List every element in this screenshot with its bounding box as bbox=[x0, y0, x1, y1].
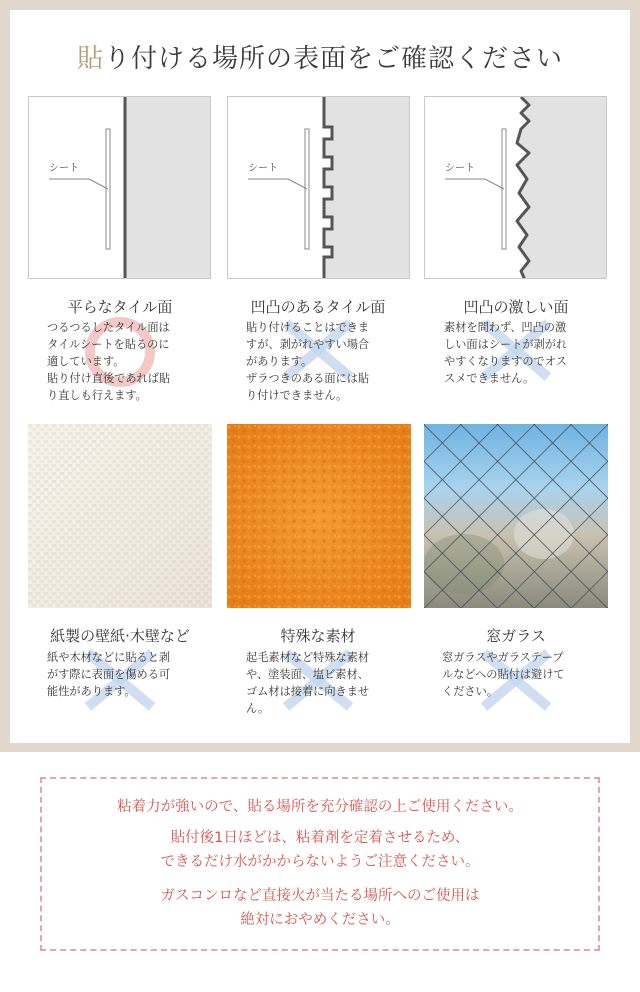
sheet-label: シート bbox=[445, 163, 475, 174]
surface-name: 平らなタイル面 bbox=[67, 298, 173, 316]
sheet-label: シート bbox=[49, 163, 79, 174]
photo-special-material bbox=[227, 424, 411, 608]
diagram-bumpy-tile bbox=[227, 96, 410, 279]
surface-name: 窓ガラス bbox=[486, 627, 546, 645]
surface-name: 凹凸のあるタイル面 bbox=[250, 298, 386, 316]
sheet-label: シート bbox=[248, 163, 278, 174]
title-accent: 貼 bbox=[76, 44, 104, 74]
page-title bbox=[0, 38, 640, 75]
caution-line: 貼付後1日ほどは、粘着剤を定着させるため、 できるだけ水がかからないようご注意ください。 bbox=[160, 830, 480, 870]
surface-name: 特殊な素材 bbox=[280, 627, 356, 645]
surface-description: 紙や木材などに貼ると剥 がす際に表面を傷める可 能性があります。 bbox=[47, 651, 171, 698]
photo-paper-wallpaper bbox=[28, 424, 212, 608]
surface-description: 起毛素材など特殊な素材 や、塗装面、塩ビ素材、 ゴム材は接着に向きませ ん。 bbox=[246, 651, 370, 715]
surface-description: 貼り付けることはできま すが、剥がれやすい場合 があります。 ザラつきのある面には貼 り付けできません。 bbox=[246, 321, 370, 402]
photo-window-glass bbox=[424, 424, 608, 608]
surface-description: 素材を問わず、凹凸の激 しい面はシートが剥がれ やすくなりますのでオス スメできません。 bbox=[444, 321, 568, 385]
caution-line: 粘着力が強いので、貼る場所を充分確認の上ご使用ください。 bbox=[117, 799, 523, 815]
surface-description: つるつるしたタイル面は タイルシートを貼るのに 適しています。 貼り付け直後であれば貼 り直しも行えます。 bbox=[47, 321, 171, 402]
title-rest: り付ける場所の表面をご確認ください bbox=[104, 44, 564, 74]
surface-name: 紙製の壁紙·木壁など bbox=[50, 627, 190, 645]
surface-name: 凹凸の激しい面 bbox=[463, 298, 569, 316]
diagram-rough-surface bbox=[424, 96, 607, 279]
caution-line: ガスコンロなど直接火が当たる場所へのご使用は 絶対におやめください。 bbox=[160, 888, 480, 928]
diagram-flat-tile bbox=[28, 96, 211, 279]
surface-description: 窓ガラスやガラステープ ルなどへの貼付は避けて ください。 bbox=[442, 651, 565, 698]
